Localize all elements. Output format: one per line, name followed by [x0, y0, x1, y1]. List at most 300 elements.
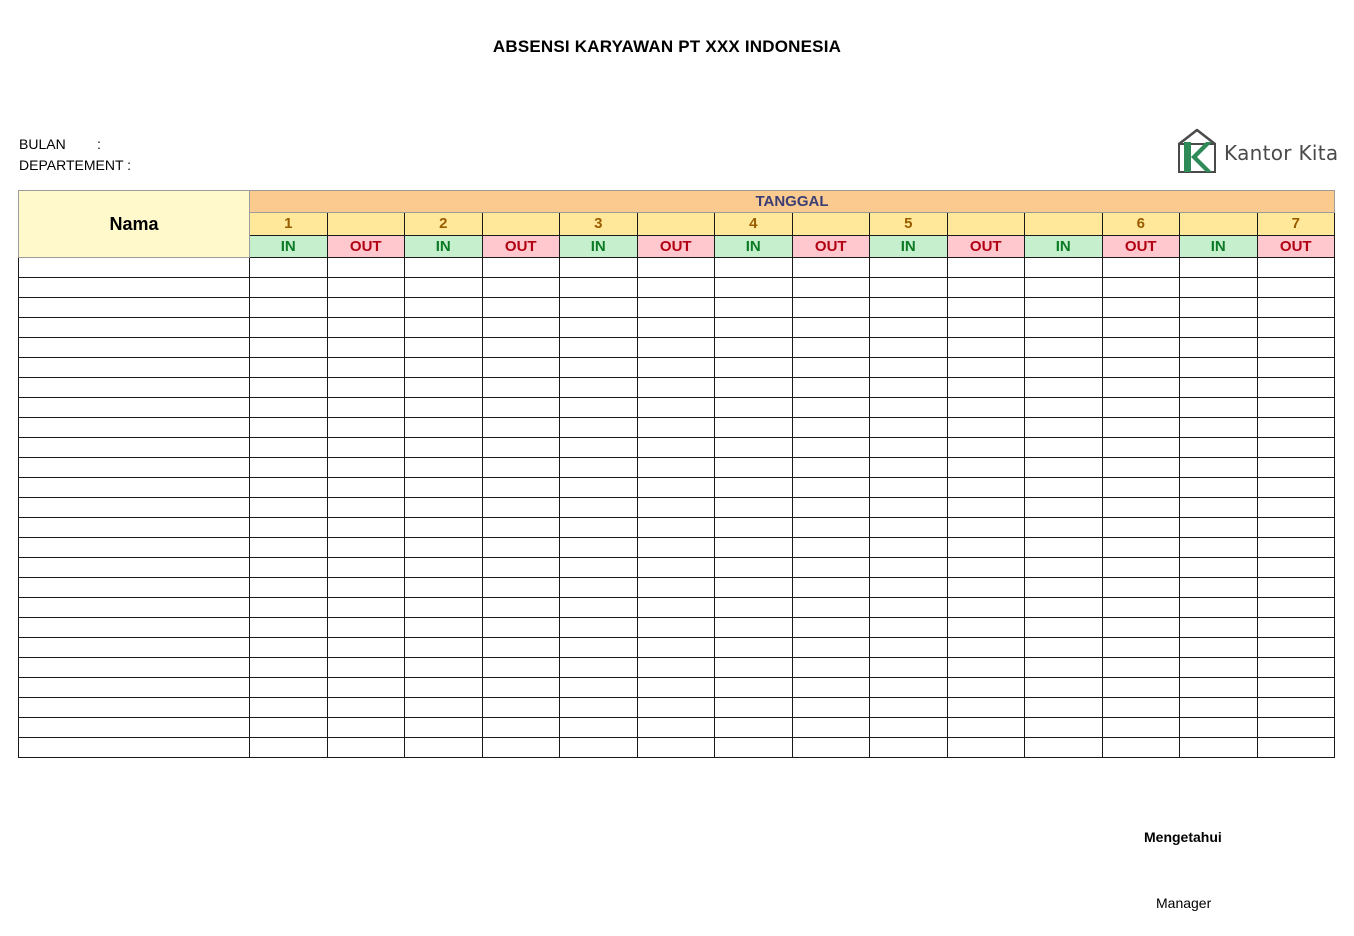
in-time-cell[interactable]: [250, 518, 328, 538]
in-time-cell[interactable]: [1025, 658, 1103, 678]
out-time-cell[interactable]: [327, 658, 405, 678]
out-time-cell[interactable]: [1257, 438, 1335, 458]
out-time-cell[interactable]: [1102, 578, 1180, 598]
in-time-cell[interactable]: [715, 658, 793, 678]
out-time-cell[interactable]: [482, 258, 560, 278]
in-time-cell[interactable]: [1180, 678, 1258, 698]
in-time-cell[interactable]: [1025, 458, 1103, 478]
in-time-cell[interactable]: [870, 478, 948, 498]
in-time-cell[interactable]: [560, 658, 638, 678]
out-time-cell[interactable]: [1257, 638, 1335, 658]
in-time-cell[interactable]: [870, 678, 948, 698]
out-time-cell[interactable]: [327, 678, 405, 698]
out-time-cell[interactable]: [482, 418, 560, 438]
employee-name-cell[interactable]: [19, 498, 250, 518]
out-time-cell[interactable]: [327, 538, 405, 558]
out-time-cell[interactable]: [1257, 538, 1335, 558]
out-time-cell[interactable]: [947, 478, 1025, 498]
out-time-cell[interactable]: [1257, 458, 1335, 478]
in-time-cell[interactable]: [560, 698, 638, 718]
in-time-cell[interactable]: [1180, 738, 1258, 758]
out-time-cell[interactable]: [1102, 278, 1180, 298]
in-time-cell[interactable]: [870, 278, 948, 298]
out-time-cell[interactable]: [1257, 278, 1335, 298]
in-time-cell[interactable]: [405, 538, 483, 558]
out-time-cell[interactable]: [637, 578, 715, 598]
in-time-cell[interactable]: [1025, 378, 1103, 398]
out-time-cell[interactable]: [1257, 478, 1335, 498]
in-time-cell[interactable]: [1180, 338, 1258, 358]
in-time-cell[interactable]: [1180, 298, 1258, 318]
in-time-cell[interactable]: [560, 358, 638, 378]
in-time-cell[interactable]: [405, 618, 483, 638]
out-time-cell[interactable]: [792, 378, 870, 398]
in-time-cell[interactable]: [715, 278, 793, 298]
in-time-cell[interactable]: [560, 458, 638, 478]
employee-name-cell[interactable]: [19, 278, 250, 298]
out-time-cell[interactable]: [1102, 738, 1180, 758]
in-time-cell[interactable]: [560, 638, 638, 658]
out-time-cell[interactable]: [947, 738, 1025, 758]
out-time-cell[interactable]: [637, 438, 715, 458]
out-time-cell[interactable]: [637, 418, 715, 438]
in-time-cell[interactable]: [870, 638, 948, 658]
in-time-cell[interactable]: [1025, 718, 1103, 738]
in-time-cell[interactable]: [715, 498, 793, 518]
in-time-cell[interactable]: [715, 678, 793, 698]
in-time-cell[interactable]: [1025, 598, 1103, 618]
in-time-cell[interactable]: [1025, 698, 1103, 718]
out-time-cell[interactable]: [637, 538, 715, 558]
out-time-cell[interactable]: [327, 498, 405, 518]
out-time-cell[interactable]: [792, 698, 870, 718]
out-time-cell[interactable]: [637, 398, 715, 418]
in-time-cell[interactable]: [1180, 358, 1258, 378]
in-time-cell[interactable]: [715, 538, 793, 558]
in-time-cell[interactable]: [250, 698, 328, 718]
in-time-cell[interactable]: [405, 358, 483, 378]
out-time-cell[interactable]: [482, 578, 560, 598]
out-time-cell[interactable]: [637, 618, 715, 638]
out-time-cell[interactable]: [482, 358, 560, 378]
out-time-cell[interactable]: [482, 638, 560, 658]
out-time-cell[interactable]: [792, 338, 870, 358]
in-time-cell[interactable]: [715, 258, 793, 278]
out-time-cell[interactable]: [482, 518, 560, 538]
out-time-cell[interactable]: [947, 318, 1025, 338]
in-time-cell[interactable]: [715, 398, 793, 418]
out-time-cell[interactable]: [1257, 658, 1335, 678]
in-time-cell[interactable]: [250, 638, 328, 658]
out-time-cell[interactable]: [947, 398, 1025, 418]
in-time-cell[interactable]: [560, 258, 638, 278]
out-time-cell[interactable]: [947, 358, 1025, 378]
out-time-cell[interactable]: [327, 278, 405, 298]
out-time-cell[interactable]: [1102, 598, 1180, 618]
out-time-cell[interactable]: [1102, 298, 1180, 318]
in-time-cell[interactable]: [1025, 738, 1103, 758]
out-time-cell[interactable]: [1102, 678, 1180, 698]
in-time-cell[interactable]: [1025, 278, 1103, 298]
in-time-cell[interactable]: [560, 718, 638, 738]
in-time-cell[interactable]: [560, 678, 638, 698]
out-time-cell[interactable]: [327, 398, 405, 418]
in-time-cell[interactable]: [870, 598, 948, 618]
out-time-cell[interactable]: [637, 358, 715, 378]
employee-name-cell[interactable]: [19, 458, 250, 478]
in-time-cell[interactable]: [715, 738, 793, 758]
employee-name-cell[interactable]: [19, 398, 250, 418]
out-time-cell[interactable]: [947, 438, 1025, 458]
in-time-cell[interactable]: [1025, 338, 1103, 358]
out-time-cell[interactable]: [1257, 398, 1335, 418]
out-time-cell[interactable]: [327, 258, 405, 278]
out-time-cell[interactable]: [1257, 358, 1335, 378]
out-time-cell[interactable]: [792, 518, 870, 538]
out-time-cell[interactable]: [1257, 318, 1335, 338]
out-time-cell[interactable]: [637, 638, 715, 658]
out-time-cell[interactable]: [482, 298, 560, 318]
in-time-cell[interactable]: [405, 598, 483, 618]
out-time-cell[interactable]: [327, 518, 405, 538]
in-time-cell[interactable]: [250, 538, 328, 558]
out-time-cell[interactable]: [1257, 618, 1335, 638]
employee-name-cell[interactable]: [19, 578, 250, 598]
in-time-cell[interactable]: [560, 518, 638, 538]
out-time-cell[interactable]: [792, 598, 870, 618]
out-time-cell[interactable]: [792, 738, 870, 758]
employee-name-cell[interactable]: [19, 658, 250, 678]
in-time-cell[interactable]: [560, 618, 638, 638]
out-time-cell[interactable]: [327, 338, 405, 358]
in-time-cell[interactable]: [405, 738, 483, 758]
in-time-cell[interactable]: [250, 658, 328, 678]
in-time-cell[interactable]: [1180, 618, 1258, 638]
in-time-cell[interactable]: [405, 658, 483, 678]
in-time-cell[interactable]: [250, 478, 328, 498]
in-time-cell[interactable]: [250, 498, 328, 518]
out-time-cell[interactable]: [947, 658, 1025, 678]
out-time-cell[interactable]: [1102, 398, 1180, 418]
in-time-cell[interactable]: [715, 458, 793, 478]
in-time-cell[interactable]: [405, 578, 483, 598]
in-time-cell[interactable]: [870, 358, 948, 378]
out-time-cell[interactable]: [482, 338, 560, 358]
in-time-cell[interactable]: [870, 578, 948, 598]
in-time-cell[interactable]: [1180, 638, 1258, 658]
out-time-cell[interactable]: [792, 258, 870, 278]
out-time-cell[interactable]: [792, 438, 870, 458]
out-time-cell[interactable]: [947, 418, 1025, 438]
in-time-cell[interactable]: [405, 258, 483, 278]
out-time-cell[interactable]: [482, 558, 560, 578]
out-time-cell[interactable]: [792, 358, 870, 378]
in-time-cell[interactable]: [870, 418, 948, 438]
in-time-cell[interactable]: [250, 618, 328, 638]
in-time-cell[interactable]: [405, 338, 483, 358]
in-time-cell[interactable]: [870, 698, 948, 718]
in-time-cell[interactable]: [250, 738, 328, 758]
out-time-cell[interactable]: [792, 618, 870, 638]
in-time-cell[interactable]: [715, 358, 793, 378]
employee-name-cell[interactable]: [19, 438, 250, 458]
in-time-cell[interactable]: [405, 298, 483, 318]
out-time-cell[interactable]: [1102, 358, 1180, 378]
in-time-cell[interactable]: [715, 478, 793, 498]
in-time-cell[interactable]: [250, 578, 328, 598]
in-time-cell[interactable]: [560, 498, 638, 518]
out-time-cell[interactable]: [482, 378, 560, 398]
in-time-cell[interactable]: [715, 318, 793, 338]
employee-name-cell[interactable]: [19, 558, 250, 578]
in-time-cell[interactable]: [560, 558, 638, 578]
out-time-cell[interactable]: [1102, 558, 1180, 578]
in-time-cell[interactable]: [1025, 518, 1103, 538]
in-time-cell[interactable]: [1025, 298, 1103, 318]
in-time-cell[interactable]: [250, 378, 328, 398]
in-time-cell[interactable]: [1180, 658, 1258, 678]
in-time-cell[interactable]: [250, 598, 328, 618]
employee-name-cell[interactable]: [19, 358, 250, 378]
employee-name-cell[interactable]: [19, 338, 250, 358]
out-time-cell[interactable]: [637, 558, 715, 578]
out-time-cell[interactable]: [637, 458, 715, 478]
out-time-cell[interactable]: [637, 518, 715, 538]
in-time-cell[interactable]: [1025, 538, 1103, 558]
out-time-cell[interactable]: [1102, 258, 1180, 278]
in-time-cell[interactable]: [1180, 398, 1258, 418]
in-time-cell[interactable]: [870, 458, 948, 478]
in-time-cell[interactable]: [1180, 258, 1258, 278]
in-time-cell[interactable]: [870, 738, 948, 758]
in-time-cell[interactable]: [560, 538, 638, 558]
in-time-cell[interactable]: [250, 298, 328, 318]
in-time-cell[interactable]: [715, 718, 793, 738]
out-time-cell[interactable]: [1257, 298, 1335, 318]
employee-name-cell[interactable]: [19, 618, 250, 638]
out-time-cell[interactable]: [947, 258, 1025, 278]
in-time-cell[interactable]: [715, 298, 793, 318]
in-time-cell[interactable]: [870, 378, 948, 398]
in-time-cell[interactable]: [1180, 518, 1258, 538]
out-time-cell[interactable]: [327, 358, 405, 378]
out-time-cell[interactable]: [1257, 558, 1335, 578]
in-time-cell[interactable]: [1180, 538, 1258, 558]
in-time-cell[interactable]: [870, 618, 948, 638]
out-time-cell[interactable]: [1257, 258, 1335, 278]
in-time-cell[interactable]: [1025, 498, 1103, 518]
out-time-cell[interactable]: [482, 438, 560, 458]
in-time-cell[interactable]: [250, 558, 328, 578]
in-time-cell[interactable]: [1025, 318, 1103, 338]
in-time-cell[interactable]: [560, 438, 638, 458]
out-time-cell[interactable]: [1102, 658, 1180, 678]
out-time-cell[interactable]: [482, 598, 560, 618]
out-time-cell[interactable]: [947, 298, 1025, 318]
out-time-cell[interactable]: [482, 538, 560, 558]
out-time-cell[interactable]: [1102, 438, 1180, 458]
employee-name-cell[interactable]: [19, 478, 250, 498]
out-time-cell[interactable]: [482, 618, 560, 638]
out-time-cell[interactable]: [327, 638, 405, 658]
out-time-cell[interactable]: [1102, 538, 1180, 558]
out-time-cell[interactable]: [1257, 338, 1335, 358]
in-time-cell[interactable]: [1180, 478, 1258, 498]
in-time-cell[interactable]: [1180, 718, 1258, 738]
out-time-cell[interactable]: [1102, 418, 1180, 438]
in-time-cell[interactable]: [870, 538, 948, 558]
out-time-cell[interactable]: [327, 318, 405, 338]
in-time-cell[interactable]: [405, 638, 483, 658]
in-time-cell[interactable]: [1025, 578, 1103, 598]
in-time-cell[interactable]: [870, 338, 948, 358]
in-time-cell[interactable]: [405, 518, 483, 538]
in-time-cell[interactable]: [870, 498, 948, 518]
out-time-cell[interactable]: [947, 518, 1025, 538]
in-time-cell[interactable]: [250, 318, 328, 338]
out-time-cell[interactable]: [792, 318, 870, 338]
out-time-cell[interactable]: [637, 318, 715, 338]
out-time-cell[interactable]: [482, 678, 560, 698]
out-time-cell[interactable]: [1102, 498, 1180, 518]
out-time-cell[interactable]: [947, 618, 1025, 638]
in-time-cell[interactable]: [1180, 378, 1258, 398]
out-time-cell[interactable]: [1102, 638, 1180, 658]
out-time-cell[interactable]: [482, 478, 560, 498]
out-time-cell[interactable]: [792, 718, 870, 738]
out-time-cell[interactable]: [947, 578, 1025, 598]
in-time-cell[interactable]: [405, 278, 483, 298]
out-time-cell[interactable]: [792, 578, 870, 598]
out-time-cell[interactable]: [637, 718, 715, 738]
employee-name-cell[interactable]: [19, 678, 250, 698]
out-time-cell[interactable]: [637, 498, 715, 518]
in-time-cell[interactable]: [715, 698, 793, 718]
out-time-cell[interactable]: [637, 678, 715, 698]
out-time-cell[interactable]: [327, 558, 405, 578]
out-time-cell[interactable]: [792, 638, 870, 658]
employee-name-cell[interactable]: [19, 738, 250, 758]
out-time-cell[interactable]: [1257, 738, 1335, 758]
out-time-cell[interactable]: [1257, 418, 1335, 438]
in-time-cell[interactable]: [560, 418, 638, 438]
out-time-cell[interactable]: [1257, 698, 1335, 718]
out-time-cell[interactable]: [637, 278, 715, 298]
out-time-cell[interactable]: [792, 398, 870, 418]
in-time-cell[interactable]: [560, 398, 638, 418]
in-time-cell[interactable]: [250, 458, 328, 478]
out-time-cell[interactable]: [637, 658, 715, 678]
in-time-cell[interactable]: [250, 718, 328, 738]
employee-name-cell[interactable]: [19, 638, 250, 658]
in-time-cell[interactable]: [870, 658, 948, 678]
in-time-cell[interactable]: [250, 678, 328, 698]
in-time-cell[interactable]: [560, 478, 638, 498]
out-time-cell[interactable]: [637, 598, 715, 618]
out-time-cell[interactable]: [792, 678, 870, 698]
out-time-cell[interactable]: [482, 498, 560, 518]
out-time-cell[interactable]: [327, 478, 405, 498]
in-time-cell[interactable]: [870, 438, 948, 458]
out-time-cell[interactable]: [327, 458, 405, 478]
out-time-cell[interactable]: [1257, 678, 1335, 698]
out-time-cell[interactable]: [1257, 578, 1335, 598]
out-time-cell[interactable]: [792, 418, 870, 438]
in-time-cell[interactable]: [1025, 678, 1103, 698]
out-time-cell[interactable]: [792, 458, 870, 478]
out-time-cell[interactable]: [947, 638, 1025, 658]
in-time-cell[interactable]: [250, 278, 328, 298]
in-time-cell[interactable]: [715, 378, 793, 398]
in-time-cell[interactable]: [560, 378, 638, 398]
out-time-cell[interactable]: [327, 418, 405, 438]
in-time-cell[interactable]: [560, 598, 638, 618]
in-time-cell[interactable]: [870, 298, 948, 318]
in-time-cell[interactable]: [405, 378, 483, 398]
out-time-cell[interactable]: [1102, 618, 1180, 638]
out-time-cell[interactable]: [947, 278, 1025, 298]
out-time-cell[interactable]: [1257, 718, 1335, 738]
employee-name-cell[interactable]: [19, 518, 250, 538]
in-time-cell[interactable]: [1025, 638, 1103, 658]
in-time-cell[interactable]: [715, 338, 793, 358]
in-time-cell[interactable]: [1180, 418, 1258, 438]
in-time-cell[interactable]: [870, 558, 948, 578]
in-time-cell[interactable]: [870, 258, 948, 278]
in-time-cell[interactable]: [715, 618, 793, 638]
out-time-cell[interactable]: [327, 298, 405, 318]
out-time-cell[interactable]: [482, 398, 560, 418]
in-time-cell[interactable]: [1025, 398, 1103, 418]
in-time-cell[interactable]: [560, 578, 638, 598]
in-time-cell[interactable]: [715, 558, 793, 578]
out-time-cell[interactable]: [792, 558, 870, 578]
employee-name-cell[interactable]: [19, 718, 250, 738]
in-time-cell[interactable]: [1180, 278, 1258, 298]
out-time-cell[interactable]: [637, 478, 715, 498]
out-time-cell[interactable]: [637, 738, 715, 758]
in-time-cell[interactable]: [715, 438, 793, 458]
out-time-cell[interactable]: [482, 458, 560, 478]
out-time-cell[interactable]: [947, 598, 1025, 618]
out-time-cell[interactable]: [637, 258, 715, 278]
in-time-cell[interactable]: [1180, 598, 1258, 618]
in-time-cell[interactable]: [870, 398, 948, 418]
in-time-cell[interactable]: [1180, 458, 1258, 478]
out-time-cell[interactable]: [1102, 378, 1180, 398]
out-time-cell[interactable]: [482, 698, 560, 718]
employee-name-cell[interactable]: [19, 538, 250, 558]
in-time-cell[interactable]: [405, 498, 483, 518]
in-time-cell[interactable]: [405, 398, 483, 418]
out-time-cell[interactable]: [1102, 478, 1180, 498]
in-time-cell[interactable]: [250, 418, 328, 438]
in-time-cell[interactable]: [715, 418, 793, 438]
out-time-cell[interactable]: [1102, 458, 1180, 478]
in-time-cell[interactable]: [1180, 498, 1258, 518]
out-time-cell[interactable]: [792, 538, 870, 558]
in-time-cell[interactable]: [250, 358, 328, 378]
employee-name-cell[interactable]: [19, 258, 250, 278]
out-time-cell[interactable]: [1102, 518, 1180, 538]
out-time-cell[interactable]: [482, 318, 560, 338]
out-time-cell[interactable]: [947, 558, 1025, 578]
out-time-cell[interactable]: [947, 378, 1025, 398]
out-time-cell[interactable]: [1257, 518, 1335, 538]
employee-name-cell[interactable]: [19, 418, 250, 438]
in-time-cell[interactable]: [715, 598, 793, 618]
in-time-cell[interactable]: [250, 438, 328, 458]
